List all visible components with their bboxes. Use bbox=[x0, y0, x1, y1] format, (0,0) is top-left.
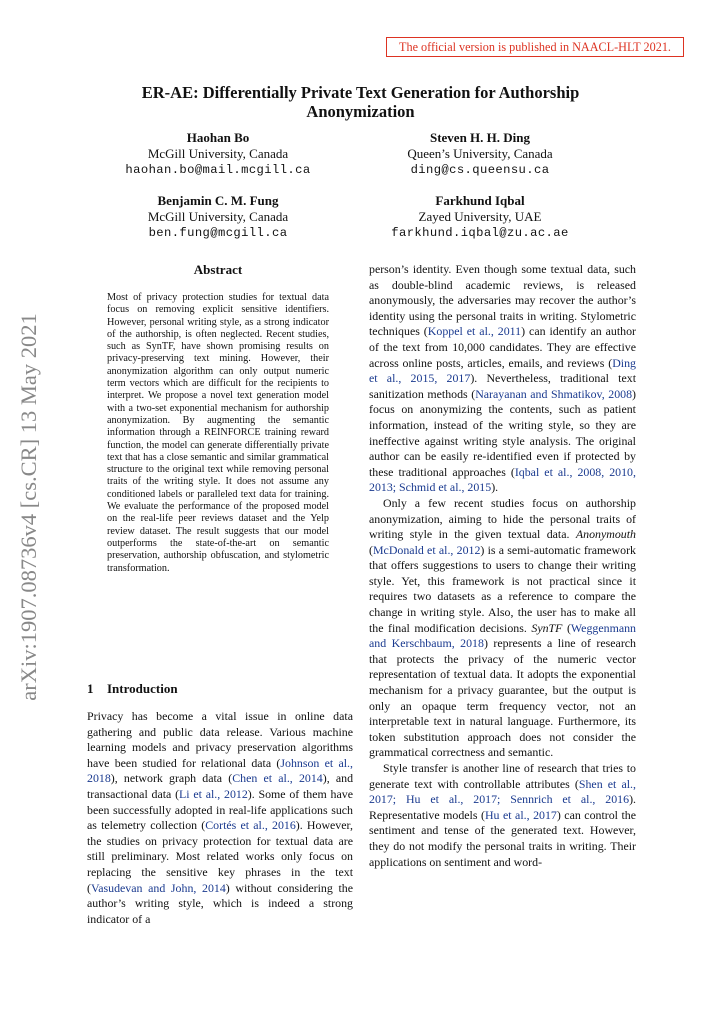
citation-link[interactable]: Cortés et al., 2016 bbox=[205, 818, 296, 833]
author-name: Haohan Bo bbox=[186, 130, 250, 145]
section-number: 1 bbox=[87, 681, 94, 696]
publication-notice: The official version is published in NAACL-HLT 2021. bbox=[386, 37, 684, 57]
emphasized-term: SynTF bbox=[531, 620, 563, 635]
paragraph bbox=[369, 761, 636, 870]
citation-link[interactable]: Koppel et al., 2011 bbox=[427, 324, 522, 339]
body-text: ). Representative models ( bbox=[369, 792, 636, 822]
author-name: Benjamin C. M. Fung bbox=[157, 193, 279, 208]
author-affiliation: McGill University, Canada bbox=[147, 146, 289, 161]
body-text: ) without considering the author’s writing style, which is indeed a strong indicator of a bbox=[87, 880, 353, 926]
citation-link[interactable]: Li et al., 2012 bbox=[179, 786, 248, 801]
author-affiliation: McGill University, Canada bbox=[147, 209, 289, 224]
author-email[interactable]: haohan.bo@mail.mcgill.ca bbox=[125, 163, 311, 177]
body-text: ) is a semi-automatic framework that offers suggestions to users to change their writing style. Yet, this framework is not practical since it requires two datasets as a reference to compare the change in writing style. Also, the user has to make all the final modification decisions. bbox=[369, 542, 636, 635]
author-email[interactable]: farkhund.iqbal@zu.ac.ae bbox=[391, 226, 569, 240]
citation-link[interactable]: Ding et al., 2015, 2017 bbox=[369, 355, 636, 386]
author-block bbox=[88, 130, 348, 178]
paragraph bbox=[87, 709, 353, 927]
body-text: ). Nevertheless, traditional text sanitization methods ( bbox=[369, 371, 636, 401]
left-column-body bbox=[87, 709, 353, 927]
citation-link[interactable]: McDonald et al., 2012 bbox=[372, 542, 481, 557]
paper-title: ER-AE: Differentially Private Text Generation for Authorship Anonymization bbox=[141, 83, 580, 121]
body-text: ) focus on anonymizing the contents, such as patient information, instead of the writing style, so they are ineffective against writing style analysis. The original author can be easily re-identified even if protected by these traditional approaches ( bbox=[369, 386, 636, 479]
author-affiliation: Zayed University, UAE bbox=[418, 209, 542, 224]
arxiv-stamp: arXiv:1907.08736v4 [cs.CR] 13 May 2021 bbox=[16, 313, 41, 701]
paragraph bbox=[369, 496, 636, 761]
body-text: ). bbox=[491, 480, 499, 495]
body-text: Only a few recent studies focus on authorship anonymization, aiming to hide the personal traits of writing style in the given textual data. bbox=[369, 495, 636, 542]
body-text: ( bbox=[369, 542, 373, 557]
body-text: ( bbox=[562, 620, 571, 635]
emphasized-term: Anonymouth bbox=[575, 527, 636, 542]
citation-link[interactable]: Narayanan and Shmatikov, 2008 bbox=[475, 386, 633, 401]
author-block bbox=[350, 193, 610, 241]
abstract-text: Most of privacy protection studies for textual data focus on removing explicit sensitive identifiers. However, personal writing style, as a strong indicator of the authorship, is often neglected. Recent studies, such as SynTF, have shown promising results on privacy-preserving text mining. However, their anonymization algorithm can only output numeric term vectors which are difficult for the recipients to interpret. We propose a novel text generation model with a two-set exponential mechanism for authorship anonymization. By augmenting the semantic information through a REINFORCE training reward function, the model can generate differentially private text that has a close semantic and similar grammatical structure to the original text while removing personal traits of the writing style. It does not assume any conditioned labels or paralleled text data for training. We evaluate the performance of the proposed model on the real-life peer reviews dataset and the Yelp review dataset. The result suggests that our model outperforms the state-of-the-art on semantic preservation, authorship obfuscation, and stylometric transformation. bbox=[107, 292, 329, 574]
citation-link[interactable]: Shen et al., 2017; Hu et al., 2017; Sennrich et al., 2016 bbox=[369, 776, 636, 807]
body-text: ) represents a line of research that protects the privacy of the numeric vector representation of textual data. It adopts the exponential mechanism for a privacy guarantee, but the output is only an opaque term frequency vector, not an interpretable text in natural language. Furthermore, its token substitution approach does not consider the grammatical correctness and semantic. bbox=[369, 636, 636, 760]
citation-link[interactable]: Vasudevan and John, 2014 bbox=[90, 880, 226, 895]
body-text: ), network graph data ( bbox=[110, 771, 233, 786]
body-text: ) can control the sentiment and tense of the generated text. However, they do not modify the personal traits in writing. Their applications on sentiment and word- bbox=[369, 807, 637, 869]
author-affiliation: Queen’s University, Canada bbox=[407, 146, 553, 161]
body-text: Privacy has become a vital issue in online data gathering and public data release. Various machine learning models and privacy preservation algorithms have been studied for relational data ( bbox=[87, 709, 353, 770]
section-title: Introduction bbox=[107, 681, 178, 696]
author-email[interactable]: ben.fung@mcgill.ca bbox=[148, 226, 288, 240]
citation-link[interactable]: Chen et al., 2014 bbox=[232, 771, 323, 786]
body-text: ). However, the studies on privacy protection for textual data are still preliminary. Most related works only focus on replacing the sensitive key phrases in the text ( bbox=[87, 818, 353, 895]
abstract-heading: Abstract bbox=[193, 262, 243, 277]
author-name: Steven H. H. Ding bbox=[429, 130, 531, 145]
body-text: ), and transactional data ( bbox=[87, 771, 354, 801]
body-text: person’s identity. Even though some textual data, such as double-blind academic reviews, is released anonymously, the adversaries may recover the author’s identity using the personal traits in writing. Stylometric techniques ( bbox=[369, 262, 636, 339]
author-block bbox=[350, 130, 610, 178]
right-column-body bbox=[369, 262, 636, 870]
body-text: ) can identify an author of the text from 10,000 candidates. They are effective across online posts, articles, emails, and reviews ( bbox=[369, 324, 637, 370]
citation-link[interactable]: Hu et al., 2017 bbox=[484, 807, 557, 822]
author-block bbox=[88, 193, 348, 241]
section-heading bbox=[87, 681, 353, 697]
body-text: ). Some of them have been successfully adopted in real-life applications such as telemetry collection ( bbox=[87, 786, 353, 833]
author-email[interactable]: ding@cs.queensu.ca bbox=[410, 163, 550, 177]
citation-link[interactable]: Iqbal et al., 2008, 2010, 2013; Schmid et al., 2015 bbox=[369, 464, 636, 495]
paragraph bbox=[369, 262, 636, 496]
citation-link[interactable]: Johnson et al., 2018 bbox=[87, 755, 353, 786]
body-text: Style transfer is another line of research that tries to generate text with controllable attributes ( bbox=[369, 761, 636, 791]
author-name: Farkhund Iqbal bbox=[435, 193, 525, 208]
citation-link[interactable]: Weggenmann and Kerschbaum, 2018 bbox=[369, 620, 636, 651]
